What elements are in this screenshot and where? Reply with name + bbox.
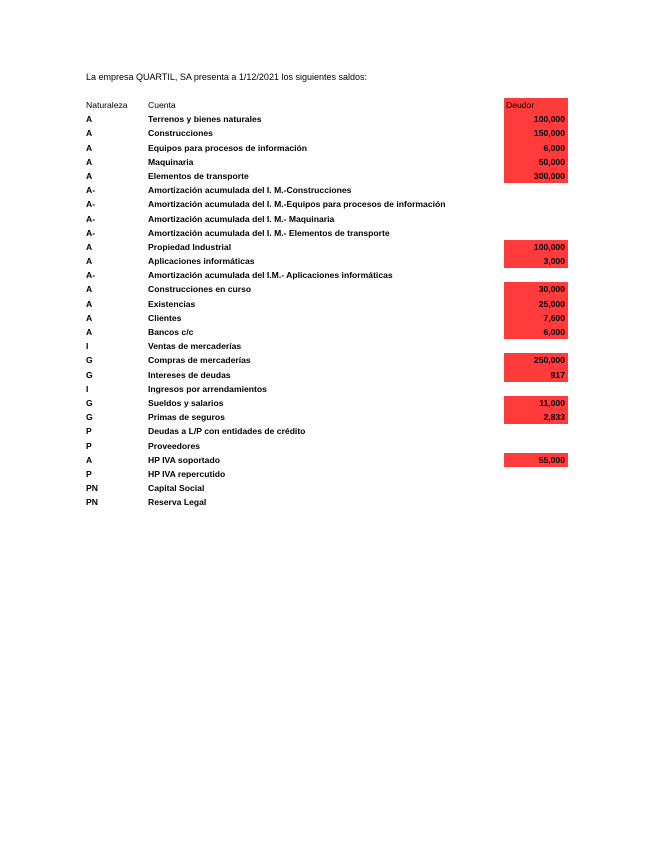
deudor-cell: 100,000: [504, 112, 568, 126]
cuenta-cell: Elementos de transporte: [148, 170, 249, 181]
header-deudor: Deudor: [504, 98, 568, 112]
cuenta-cell: Equipos para procesos de información: [148, 142, 308, 153]
cuenta-cell: Primas de seguros: [148, 412, 225, 423]
table-row: [86, 311, 568, 325]
table-row: [86, 424, 568, 438]
naturaleza-cell: A-: [86, 199, 96, 210]
table-row: [86, 410, 568, 424]
deudor-cell: [504, 226, 568, 240]
cuenta-cell: Ingresos por arrendamientos: [148, 383, 267, 394]
cuenta-cell: Sueldos y salarios: [148, 397, 224, 408]
naturaleza-cell: I: [86, 383, 89, 394]
table-row: [86, 353, 568, 367]
deudor-cell: 2,833: [504, 410, 568, 424]
table-row: [86, 169, 568, 183]
table-row: [86, 467, 568, 481]
naturaleza-cell: A: [86, 298, 93, 309]
cuenta-cell: Terrenos y bienes naturales: [148, 114, 262, 125]
cuenta-cell: Amortización acumulada del I. M.- Maquinaria: [148, 213, 335, 224]
cuenta-cell: Maquinaria: [148, 156, 194, 167]
table-row: [86, 126, 568, 140]
deudor-cell: [504, 183, 568, 197]
page-title: La empresa QUARTIL, SA presenta a 1/12/2021 los siguientes saldos:: [86, 72, 367, 82]
naturaleza-cell: PN: [86, 497, 98, 508]
table-row: [86, 297, 568, 311]
cuenta-cell: Amortización acumulada del I. M.-Equipos para procesos de información: [148, 199, 446, 210]
deudor-cell: 7,600: [504, 311, 568, 325]
naturaleza-cell: A: [86, 128, 93, 139]
table-header-row: [86, 98, 568, 112]
naturaleza-cell: PN: [86, 483, 98, 494]
table-row: [86, 453, 568, 467]
naturaleza-cell: A: [86, 241, 93, 252]
table-row: [86, 439, 568, 453]
naturaleza-cell: P: [86, 468, 92, 479]
deudor-cell: 6,000: [504, 325, 568, 339]
naturaleza-cell: A: [86, 256, 93, 267]
table-row: [86, 240, 568, 254]
deudor-cell: 55,000: [504, 453, 568, 467]
naturaleza-cell: A: [86, 327, 93, 337]
deudor-cell: [504, 382, 568, 396]
table-row: [86, 268, 568, 282]
table-row: [86, 481, 568, 495]
naturaleza-cell: P: [86, 440, 92, 451]
table-row: [86, 382, 568, 396]
cuenta-cell: Compras de mercaderías: [148, 355, 251, 366]
naturaleza-cell: A: [86, 156, 93, 167]
naturaleza-cell: G: [86, 369, 93, 380]
naturaleza-cell: P: [86, 426, 92, 437]
table-row: [86, 325, 568, 339]
table-row: [86, 155, 568, 169]
naturaleza-cell: A: [86, 142, 93, 153]
table-row: [86, 183, 568, 197]
deudor-cell: [504, 481, 568, 495]
balance-table: [86, 98, 568, 509]
table-row: [86, 254, 568, 268]
deudor-cell: [504, 268, 568, 282]
naturaleza-cell: A: [86, 312, 93, 323]
table-row: [86, 282, 568, 296]
naturaleza-cell: A: [86, 284, 93, 295]
header-cuenta: Cuenta: [148, 100, 176, 110]
naturaleza-cell: A: [86, 114, 93, 125]
table-row: [86, 396, 568, 410]
naturaleza-cell: A: [86, 454, 93, 465]
deudor-cell: 917: [504, 368, 568, 382]
deudor-cell: 250,000: [504, 353, 568, 367]
naturaleza-cell: A-: [86, 213, 96, 224]
naturaleza-cell: G: [86, 412, 93, 423]
naturaleza-cell: A: [86, 170, 93, 181]
cuenta-cell: Intereses de deudas: [148, 369, 231, 380]
cuenta-cell: Propiedad Industrial: [148, 241, 232, 252]
deudor-cell: [504, 439, 568, 453]
naturaleza-cell: A-: [86, 227, 96, 238]
cuenta-cell: Amortización acumulada del I. M.-Construcciones: [148, 185, 352, 196]
cuenta-cell: Amortización acumulada del I. M.- Elementos de transporte: [148, 227, 390, 238]
table-row: [86, 212, 568, 226]
table-row: [86, 197, 568, 211]
cuenta-cell: Reserva Legal: [148, 497, 207, 508]
deudor-cell: 30,000: [504, 282, 568, 296]
table-row: [86, 226, 568, 240]
table-row: [86, 495, 568, 509]
naturaleza-cell: G: [86, 355, 93, 366]
cuenta-cell: Proveedores: [148, 440, 201, 451]
table-row: [86, 339, 568, 353]
deudor-cell: [504, 339, 568, 353]
table-row: [86, 141, 568, 155]
cuenta-cell: Construcciones: [148, 128, 213, 139]
deudor-cell: 11,000: [504, 396, 568, 410]
table-row: [86, 112, 568, 126]
cuenta-cell: Ventas de mercaderías: [148, 341, 242, 352]
cuenta-cell: Capital Social: [148, 483, 205, 494]
naturaleza-cell: G: [86, 397, 93, 408]
table-body: [86, 112, 568, 509]
deudor-cell: [504, 197, 568, 211]
cuenta-cell: Bancos c/c: [148, 327, 194, 337]
cuenta-cell: Amortización acumulada del I.M.- Aplicaciones informáticas: [148, 270, 393, 281]
deudor-cell: [504, 495, 568, 509]
naturaleza-cell: I: [86, 341, 89, 352]
naturaleza-cell: A-: [86, 270, 96, 281]
deudor-cell: [504, 467, 568, 481]
cuenta-cell: Construcciones en curso: [148, 284, 252, 295]
deudor-cell: 150,000: [504, 126, 568, 140]
deudor-cell: [504, 424, 568, 438]
cuenta-cell: Aplicaciones informáticas: [148, 256, 255, 267]
cuenta-cell: HP IVA soportado: [148, 454, 220, 465]
deudor-cell: 100,000: [504, 240, 568, 254]
cuenta-cell: Deudas a L/P con entidades de crédito: [148, 426, 306, 437]
deudor-cell: 50,000: [504, 155, 568, 169]
deudor-cell: 25,000: [504, 297, 568, 311]
deudor-cell: 3,000: [504, 254, 568, 268]
cuenta-cell: HP IVA repercutido: [148, 468, 226, 479]
table-row: [86, 368, 568, 382]
deudor-cell: [504, 212, 568, 226]
header-naturaleza: Naturaleza: [86, 100, 128, 110]
cuenta-cell: Clientes: [148, 312, 182, 323]
cuenta-cell: Existencias: [148, 298, 196, 309]
naturaleza-cell: A-: [86, 185, 96, 196]
deudor-cell: 300,000: [504, 169, 568, 183]
deudor-cell: 6,000: [504, 141, 568, 155]
